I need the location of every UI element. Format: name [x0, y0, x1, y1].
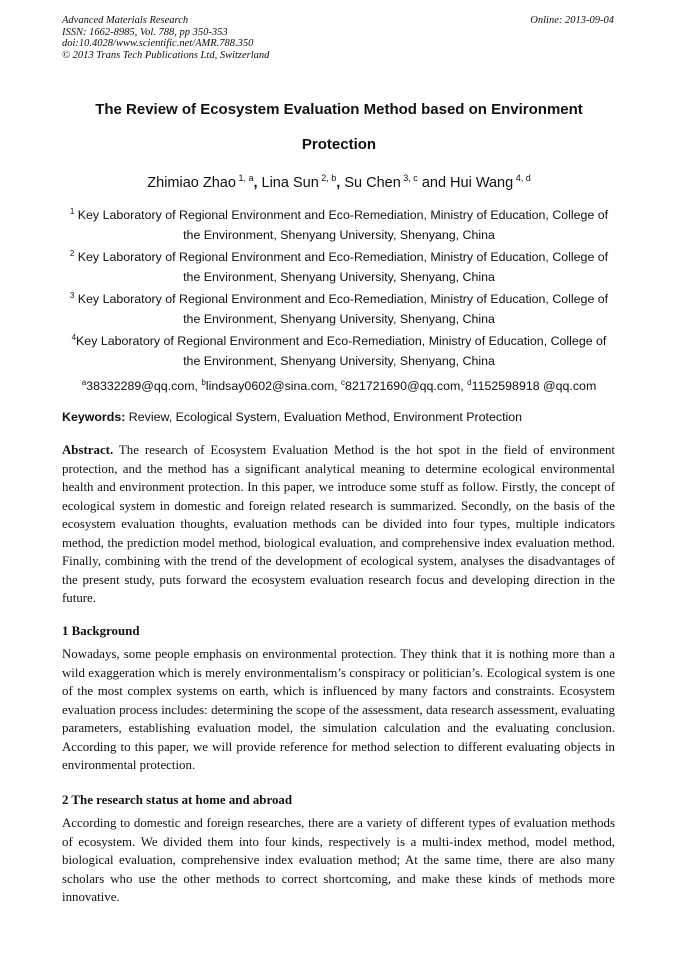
- affiliation-text: Key Laboratory of Regional Environment and Eco-Remediation, Ministry of Education, College of: [77, 250, 609, 264]
- section-1-body: Nowadays, some people emphasis on environmental protection. They think that it is nothing more than a wild exaggeration which is merely environmentalism’s conspiracy or politician’s. Ecological system is one of the most complex systems on earth, which is influenced by many factors and constraints. Ecosystem evaluation process includes: determining the scope of the assessment, data research assessment, evaluating parameters, establishing evaluation model, the simulation calculation and the evaluating conclusion. According to this paper, we will provide reference for method selection to different evaluating objects in environmental protection.: [62, 647, 615, 772]
- author-separator: ,: [253, 175, 262, 191]
- author-conjunction: and: [417, 175, 451, 191]
- affiliation-number: 3: [69, 290, 75, 300]
- keywords-label: Keywords:: [62, 410, 126, 424]
- affiliation-text: the Environment, Shenyang University, Shenyang, China: [183, 311, 495, 326]
- journal-name: Advanced Materials Research: [62, 15, 189, 26]
- affiliation-text: Key Laboratory of Regional Environment and Eco-Remediation, Ministry of Education, College of: [76, 334, 607, 348]
- affiliation-text: the Environment, Shenyang University, Shenyang, China: [183, 269, 495, 284]
- journal-doi: doi:10.4028/www.scientific.net/AMR.788.350: [62, 38, 254, 50]
- affiliation-text: the Environment, Shenyang University, Shenyang, China: [183, 227, 495, 242]
- email-marker: d: [467, 377, 472, 387]
- title-line-2: Protection: [301, 136, 377, 153]
- abstract-text: The research of Ecosystem Evaluation Method is the hot spot in the field of environment protection, and the method has a significant analytical meaning to determine ecological environmental health and environment protection. In this paper, we introduce some stuff as follow. Firstly, the concept of ecological system in domestic and foreign related research is summarized. Secondly, on the basis of the ecosystem evaluation thoughts, evaluation methods can be divided into four types, multiple indicators method, the prediction model method, biological evaluation, and comprehensive index evaluation method. Finally, combining with the trend of the development of ecological system, analyses the disadvantages of the present study, puts forward the ecosystem evaluation research focus and developing direction in the future.: [62, 443, 615, 605]
- keywords: [62, 407, 616, 427]
- affiliation-text: the Environment, Shenyang University, Shenyang, China: [183, 353, 495, 368]
- abstract: [62, 441, 615, 608]
- author-affil-marker: 2, b: [318, 173, 337, 184]
- author-name: Su Chen: [344, 175, 401, 191]
- affiliation-text: Key Laboratory of Regional Environment and Eco-Remediation, Ministry of Education, College of: [77, 208, 609, 222]
- journal-header: [62, 15, 269, 61]
- affiliation-number: 1: [69, 206, 75, 216]
- email-address[interactable]: 821721690@qq.com,: [345, 379, 468, 393]
- email-marker: c: [341, 377, 346, 387]
- author-emails: [40, 376, 638, 396]
- author-affil-marker: 1, a: [235, 173, 254, 184]
- email-marker: b: [201, 377, 206, 387]
- email-marker: a: [81, 377, 87, 387]
- author-name: Zhimiao Zhao: [147, 175, 236, 191]
- affiliation-3: [62, 290, 616, 329]
- author-name: Lina Sun: [261, 175, 319, 191]
- online-date: Online: 2013-09-04: [530, 15, 614, 26]
- author-separator: ,: [336, 175, 345, 191]
- email-address[interactable]: lindsay0602@sina.com,: [205, 379, 342, 393]
- email-address[interactable]: 1152598918 @qq.com: [471, 379, 597, 393]
- section-1-heading: 1 Background: [62, 624, 140, 638]
- author-affil-marker: 4, d: [513, 173, 531, 184]
- abstract-label: Abstract.: [62, 443, 114, 457]
- section-2-body: According to domestic and foreign researches, there are a variety of different types of evaluation methods of ecosystem. We divided them into four kinds, respectively is a multi-index method, model method, biological evaluation, comprehensive index evaluation method; At the same time, there are also many scholars who use the other methods to correct shortcoming, and make these kinds of methods more innovative.: [62, 816, 615, 904]
- affiliation-1: [62, 206, 616, 245]
- author-list: [40, 172, 638, 194]
- keywords-text: Review, Ecological System, Evaluation Method, Environment Protection: [125, 410, 523, 424]
- author-affil-marker: 3, c: [400, 173, 418, 184]
- title-line-1: The Review of Ecosystem Evaluation Method based on Environment: [95, 101, 583, 118]
- journal-copyright: © 2013 Trans Tech Publications Ltd, Switzerland: [62, 49, 270, 61]
- paper-title: [40, 92, 638, 162]
- author-name: Hui Wang: [450, 175, 514, 191]
- journal-issn: ISSN: 1662-8985, Vol. 788, pp 350-353: [62, 26, 228, 38]
- section-2-heading: 2 The research status at home and abroad: [62, 793, 293, 807]
- affiliation-text: Key Laboratory of Regional Environment and Eco-Remediation, Ministry of Education, College of: [77, 292, 609, 306]
- affiliation-4: [62, 332, 616, 371]
- email-address[interactable]: 38332289@qq.com,: [86, 379, 202, 393]
- affiliation-2: [62, 248, 616, 287]
- affiliation-number: 4: [71, 332, 77, 342]
- affiliation-number: 2: [69, 248, 75, 258]
